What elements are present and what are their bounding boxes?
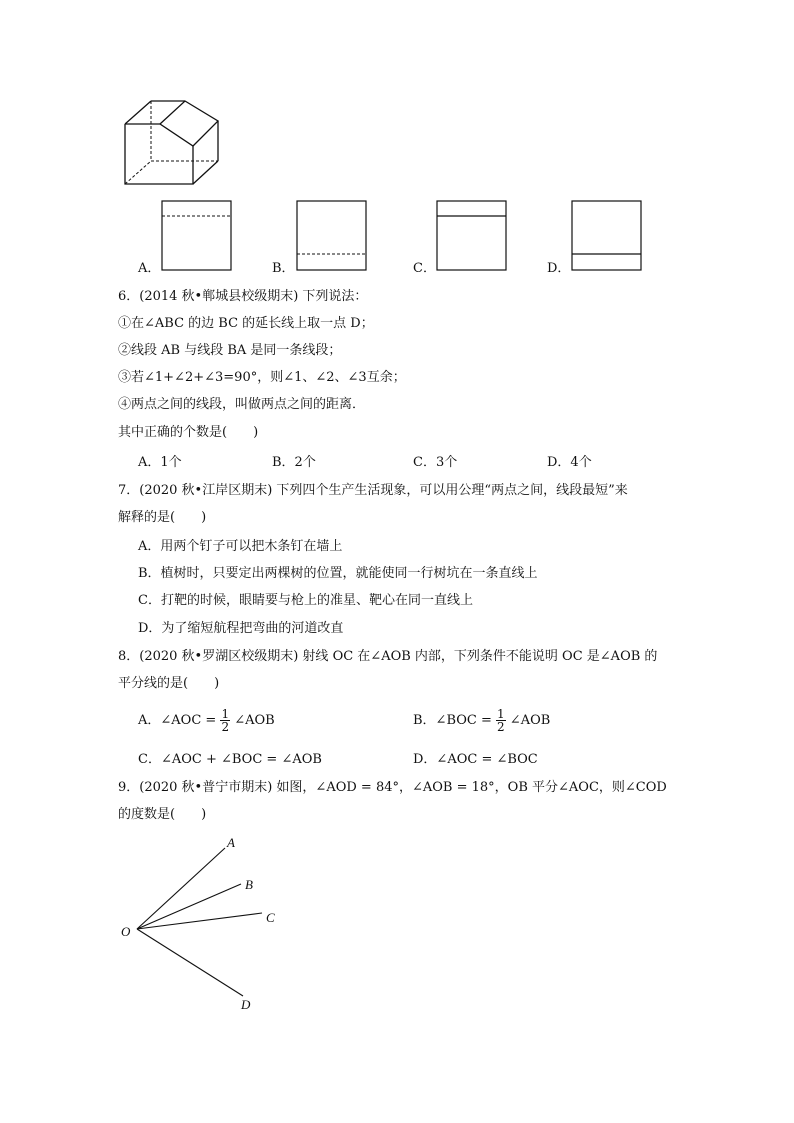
label-a: A: [227, 835, 235, 850]
q8-option-a[interactable]: [138, 708, 275, 734]
q7-option-c[interactable]: C．打靶的时候，眼睛要与枪上的准星、靶心在同一直线上: [138, 593, 473, 608]
fraction-denominator: 2: [497, 720, 505, 734]
label-o: O: [121, 924, 131, 939]
q6-statement-1: ①在∠ABC 的边 BC 的延长线上取一点 D；: [118, 316, 374, 331]
q8-option-b-post: ∠AOB: [509, 713, 551, 728]
q8-option-a-post: ∠AOB: [234, 713, 275, 728]
option-b-label: B．: [272, 261, 295, 276]
q8-option-a-pre: A．∠AOC =: [138, 713, 217, 728]
label-d: D: [241, 997, 251, 1012]
q6-stem: 6．(2014 秋•郸城县校级期末) 下列说法：: [118, 289, 368, 304]
fraction-numerator: 1: [221, 707, 230, 721]
option-c-label: C．: [413, 261, 436, 276]
option-a-view: [161, 200, 233, 272]
q8-option-d[interactable]: D．∠AOC = ∠BOC: [413, 752, 538, 767]
q7-stem-line1: 7．(2020 秋•江岸区期末) 下列四个生产生活现象，可以用公理“两点之间，线段最短”来: [118, 483, 628, 498]
option-d-view: [571, 200, 643, 272]
option-b-view: [296, 200, 368, 272]
label-b: B: [245, 877, 253, 892]
ray-od: [137, 929, 243, 996]
fraction-one-half: [496, 708, 506, 733]
q6-option-d[interactable]: D．4个: [547, 455, 592, 470]
q6-statement-3: ③若∠1+∠2+∠3=90°，则∠1、∠2、∠3互余；: [118, 370, 406, 385]
q6-statement-2: ②线段 AB 与线段 BA 是同一条线段；: [118, 343, 342, 358]
option-d-label: D．: [547, 261, 571, 276]
q8-option-c[interactable]: C．∠AOC + ∠BOC = ∠AOB: [138, 752, 322, 767]
label-c: C: [266, 910, 275, 925]
q9-stem-line1: 9．(2020 秋•普宁市期末) 如图，∠AOD = 84°，∠AOB = 18°，OB 平分∠AOC，则∠COD: [118, 780, 667, 795]
q6-statement-4: ④两点之间的线段，叫做两点之间的距离．: [118, 397, 366, 412]
q9-stem-line2: 的度数是( ): [118, 807, 207, 822]
q7-option-b[interactable]: B．植树时，只要定出两棵树的位置，就能使同一行树坑在一条直线上: [138, 566, 538, 581]
fraction-numerator: 1: [497, 707, 505, 721]
q8-option-b-pre: B．∠BOC =: [413, 713, 492, 728]
q7-option-d[interactable]: D．为了缩短航程把弯曲的河道改直: [138, 621, 344, 636]
q6-option-a[interactable]: A．1个: [138, 455, 182, 470]
option-c-view: [436, 200, 508, 272]
cut-cube-figure: [118, 96, 228, 191]
q8-stem-line1: 8．(2020 秋•罗湖区校级期末) 射线 OC 在∠AOB 内部，下列条件不能说明 OC 是∠AOB 的: [118, 649, 658, 664]
option-a-label: A．: [138, 261, 161, 276]
q7-stem-line2: 解释的是( ): [118, 510, 207, 525]
q8-option-b[interactable]: [413, 708, 550, 734]
q8-stem-line2: 平分线的是( ): [118, 676, 220, 691]
fraction-denominator: 2: [221, 720, 230, 734]
angle-figure: [115, 833, 295, 1013]
q6-option-b[interactable]: B．2个: [272, 455, 316, 470]
ray-oa: [137, 848, 225, 929]
q6-question: 其中正确的个数是( ): [118, 425, 259, 440]
q6-option-c[interactable]: C．3个: [413, 455, 458, 470]
q7-option-a[interactable]: A．用两个钉子可以把木条钉在墙上: [138, 539, 343, 554]
fraction-one-half: [220, 708, 230, 733]
